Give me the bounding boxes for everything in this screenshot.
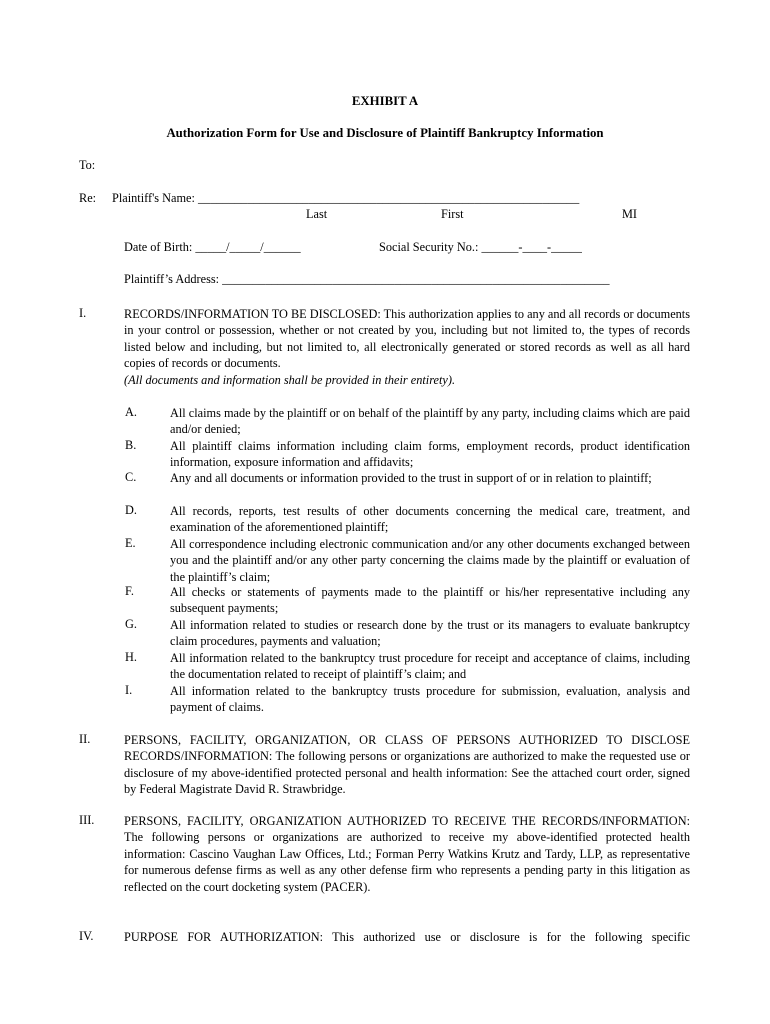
ssn-blank[interactable]: ______-____-_____ [481,240,582,254]
section-note: (All documents and information shall be provided in their entirety). [124,372,456,387]
section-records-disclosed [124,306,690,388]
name-sublabel-last: Last [306,207,328,221]
list-item: All claims made by the plaintiff or on behalf of the plaintiff by any party, including claims which are paid and/or denied; [170,406,690,437]
section-authorized-to-disclose: PERSONS, FACILITY, ORGANIZATION, OR CLASS OF PERSONS AUTHORIZED TO DISCLOSE RECORDS/INFORMATION: The following persons or organizations are authorized to make the requested use or disclosure of my above-identified protected personal and health information: See the attached court order, signed by Federal Magistrate David R. Strawbridge. [124,733,690,797]
list-letter: E. [125,536,136,550]
section-authorized-to-receive: PERSONS, FACILITY, ORGANIZATION AUTHORIZED TO RECEIVE THE RECORDS/INFORMATION: The following persons or organizations are authorized to receive my above-identified protected health information: Cascino Vaughan Law Offices, Ltd.; Forman Perry Watkins Krutz and Tardy, LLP, as representative for numerous defense firms as well as any other defense firm who represents a pending party in this litigation as reflected on the court docketing system (PACER). [124,814,690,894]
address-label: Plaintiff’s Address: [124,272,220,286]
plaintiff-address-field[interactable] [124,272,610,287]
plaintiff-name-label: Plaintiff's Name: [112,191,195,205]
ssn-label: Social Security No.: [379,240,479,254]
list-item: All information related to the bankruptcy trusts procedure for submission, evaluation, analysis and payment of claims. [170,684,690,715]
dob-blank[interactable]: _____/_____/______ [195,240,301,254]
name-sublabel-mi: MI [622,207,638,221]
section-numeral: III. [79,813,95,827]
section-numeral: IV. [79,929,94,943]
form-title: Authorization Form for Use and Disclosure of Plaintiff Bankruptcy Information [166,126,604,140]
section-purpose: PURPOSE FOR AUTHORIZATION: This authorized use or disclosure is for the following specific [124,930,690,944]
name-sublabel-first: First [441,207,464,221]
ssn-field[interactable] [379,240,582,255]
list-letter: G. [125,617,137,631]
list-item: All checks or statements of payments made to the plaintiff or his/her representative including any subsequent payments; [170,585,690,616]
plaintiff-name-field[interactable] [112,191,579,206]
list-letter: C. [125,470,137,484]
plaintiff-name-line[interactable]: ______________________________________________________________ [198,191,580,205]
list-letter: F. [125,584,134,598]
section-numeral: I. [79,306,87,320]
list-item: All information related to the bankruptcy trust procedure for receipt and acceptance of claims, including the documentation related to receipt of plaintiff’s claim; and [170,651,690,682]
section-numeral: II. [79,732,91,746]
list-item: Any and all documents or information provided to the trust in support of or in relation to plaintiff; [170,471,652,485]
address-line[interactable]: _______________________________________________________________ [222,272,610,286]
list-letter: I. [125,683,133,697]
dob-label: Date of Birth: [124,240,193,254]
list-item: All information related to studies or research done by the trust or its managers to evaluate bankruptcy claim procedures, payments and valuation; [170,618,690,649]
list-letter: B. [125,438,137,452]
list-item: All records, reports, test results of other documents concerning the medical care, treatment, and examination of the aforementioned plaintiff; [170,504,690,535]
date-of-birth-field[interactable] [124,240,301,255]
exhibit-heading: EXHIBIT A [351,94,419,108]
list-letter: A. [125,405,137,419]
list-item: All correspondence including electronic communication and/or any other documents exchanged between you and the plaintiff and/or any other party concerning the claims made by the plaintiff or evaluation of the plaintiff’s claim; [170,537,690,584]
to-label: To: [79,158,96,172]
section-text: RECORDS/INFORMATION TO BE DISCLOSED: This authorization applies to any and all records or documents in your control or possession, whether or not created by you, including but not limited to, the types of records listed below and including, but not limited to, all electronically generated or stored records as well as all hard copies of records or documents. [124,307,690,371]
list-letter: H. [125,650,137,664]
list-letter: D. [125,503,137,517]
re-label: Re: [79,191,97,205]
list-item: All plaintiff claims information including claim forms, employment records, product identification information, exposure information and affidavits; [170,439,690,470]
